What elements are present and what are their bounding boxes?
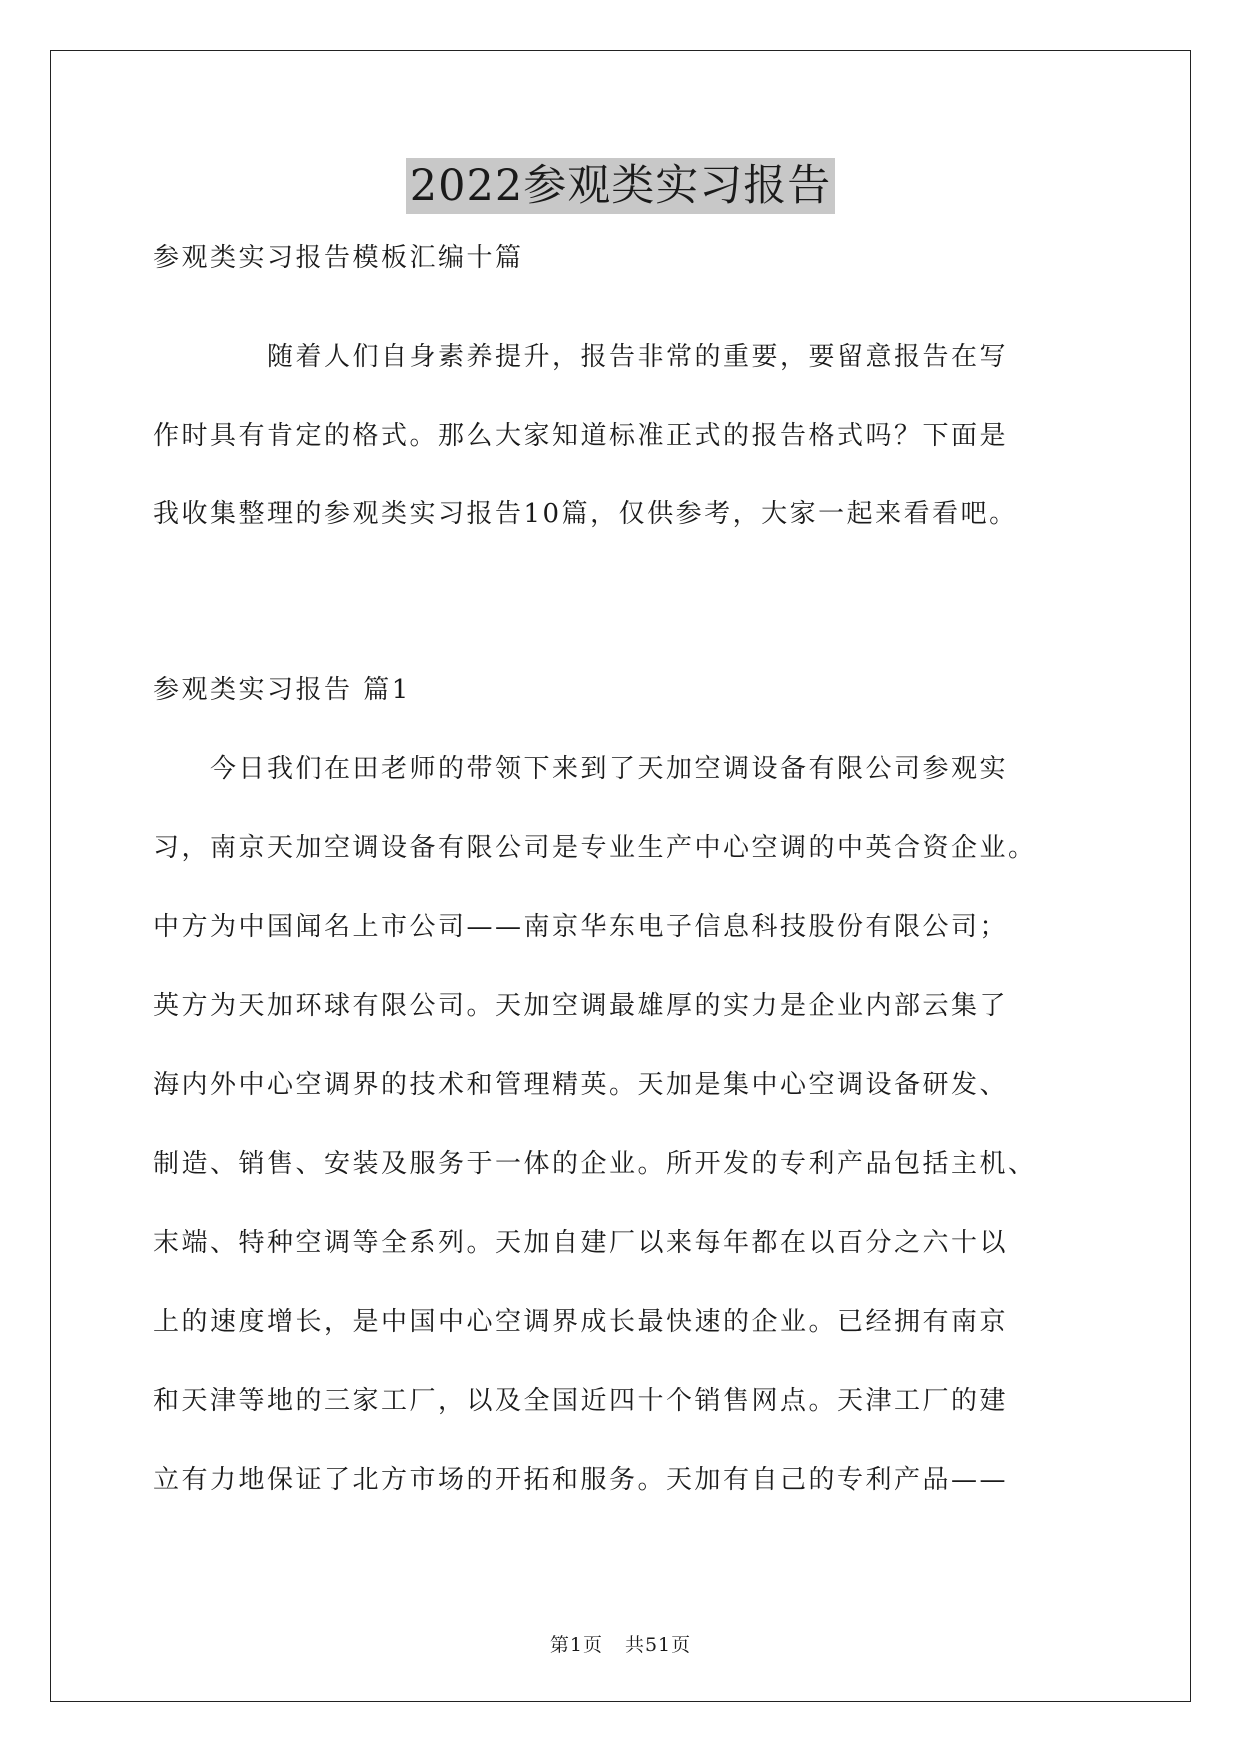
section-heading: 参观类实习报告 篇1 — [153, 675, 411, 705]
body-line-4: 英方为天加环球有限公司。天加空调最雄厚的实力是企业内部云集了 — [153, 991, 1009, 1021]
intro-line-1: 随着人们自身素养提升，报告非常的重要，要留意报告在写 — [153, 342, 1009, 372]
body-line-1: 今日我们在田老师的带领下来到了天加空调设备有限公司参观实 — [153, 754, 1009, 784]
intro-line-3: 我收集整理的参观类实习报告10篇，仅供参考，大家一起来看看吧。 — [153, 499, 1018, 529]
page-total: 共51页 — [624, 1634, 692, 1656]
body-line-5: 海内外中心空调界的技术和管理精英。天加是集中心空调设备研发、 — [153, 1070, 1009, 1100]
intro-line-2: 作时具有肯定的格式。那么大家知道标准正式的报告格式吗？下面是 — [153, 421, 1009, 451]
title-container — [0, 158, 1241, 214]
body-line-3: 中方为中国闻名上市公司——南京华东电子信息科技股份有限公司； — [153, 912, 1009, 942]
page-footer — [0, 1633, 1241, 1657]
document-subtitle: 参观类实习报告模板汇编十篇 — [153, 243, 524, 273]
body-line-6: 制造、销售、安装及服务于一体的企业。所开发的专利产品包括主机、 — [153, 1149, 1037, 1179]
page-number: 第1页 — [549, 1634, 603, 1656]
body-line-9: 和天津等地的三家工厂，以及全国近四十个销售网点。天津工厂的建 — [153, 1386, 1009, 1416]
body-line-10: 立有力地保证了北方市场的开拓和服务。天加有自己的专利产品—— — [153, 1465, 1009, 1495]
document-title: 2022参观类实习报告 — [406, 158, 835, 214]
body-line-7: 末端、特种空调等全系列。天加自建厂以来每年都在以百分之六十以 — [153, 1228, 1009, 1258]
body-line-2: 习，南京天加空调设备有限公司是专业生产中心空调的中英合资企业。 — [153, 833, 1037, 863]
page-border — [50, 50, 1191, 1702]
body-line-8: 上的速度增长，是中国中心空调界成长最快速的企业。已经拥有南京 — [153, 1307, 1009, 1337]
